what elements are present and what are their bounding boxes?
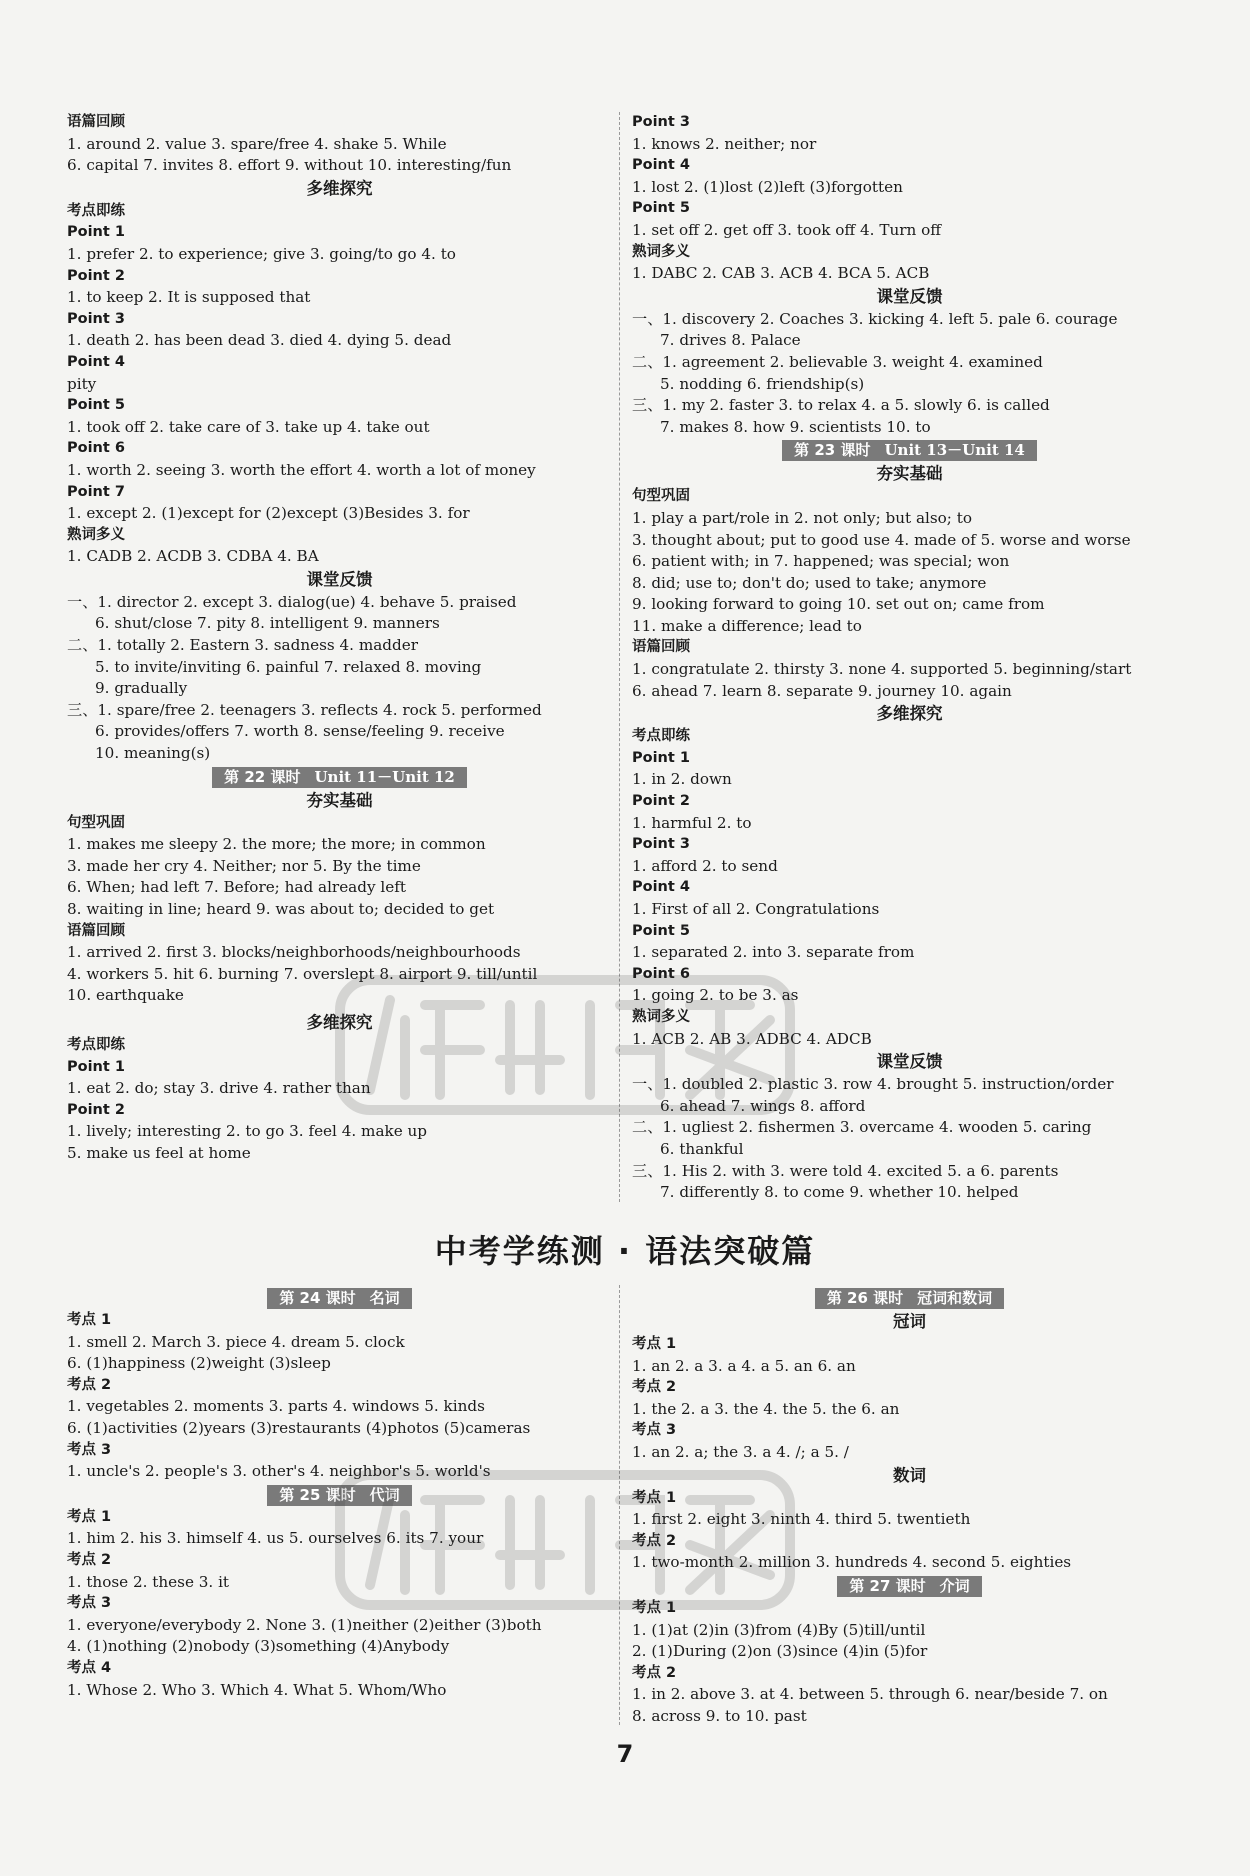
answer-line: 5. nodding 6. friendship(s) xyxy=(660,374,865,393)
answer-line: 6. (1)happiness (2)weight (3)sleep xyxy=(67,1354,331,1373)
bottom-left-column xyxy=(67,1286,612,1701)
lesson-banner-title: 第 25 课时 xyxy=(279,1485,356,1504)
point-label: Point 4 xyxy=(67,353,125,370)
answer-line: 二、1. totally 2. Eastern 3. sadness 4. madder xyxy=(67,636,418,655)
section-title: 课堂反馈 xyxy=(876,286,943,306)
section-title: 夯实基础 xyxy=(306,790,373,810)
answer-line: 11. make a difference; lead to xyxy=(632,616,862,635)
kaodian-label: 考点 2 xyxy=(632,1664,677,1681)
kaodian-label: 考点 3 xyxy=(632,1422,677,1439)
lesson-banner-title: 第 27 课时 xyxy=(849,1576,926,1595)
point-label: Point 1 xyxy=(67,1058,125,1075)
point-label: Point 5 xyxy=(632,922,690,939)
answer-line: 二、1. ugliest 2. fishermen 3. overcame 4. wooden 5. caring xyxy=(632,1118,1092,1137)
answer-line: 5. make us feel at home xyxy=(67,1143,251,1162)
answer-line: 6. shut/close 7. pity 8. intelligent 9. manners xyxy=(95,614,440,633)
kaodian-label: 考点 2 xyxy=(67,1551,112,1568)
answer-line: 3. made her cry 4. Neither; nor 5. By the time xyxy=(67,856,421,875)
answer-line: 1. in 2. above 3. at 4. between 5. through 6. near/beside 7. on xyxy=(632,1685,1108,1704)
point-label: Point 6 xyxy=(67,440,125,457)
answer-line: 1. first 2. eight 3. ninth 4. third 5. twentieth xyxy=(632,1510,971,1529)
answer-line: 1. two-month 2. million 3. hundreds 4. second 5. eighties xyxy=(632,1553,1072,1572)
answer-line: 1. lively; interesting 2. to go 3. feel 4. make up xyxy=(67,1122,428,1141)
lesson-banner xyxy=(67,1483,612,1507)
answer-line: 一、1. discovery 2. Coaches 3. kicking 4. left 5. pale 6. courage xyxy=(632,309,1118,328)
answer-line: 1. afford 2. to send xyxy=(632,856,778,875)
lesson-banner-title: 第 23 课时 xyxy=(794,441,871,460)
column-divider-top xyxy=(619,112,620,1202)
answer-line: 一、1. doubled 2. plastic 3. row 4. brought 5. instruction/order xyxy=(632,1075,1114,1094)
point-label: Point 4 xyxy=(632,157,690,174)
answer-line: 1. arrived 2. first 3. blocks/neighborhoods/neighbourhoods xyxy=(67,943,521,962)
answer-line: 6. provides/offers 7. worth 8. sense/feeling 9. receive xyxy=(95,722,505,741)
answer-line: 8. across 9. to 10. past xyxy=(632,1706,807,1725)
answer-line: 7. differently 8. to come 9. whether 10. helped xyxy=(660,1183,1019,1202)
top-left-column xyxy=(67,112,612,1165)
answer-line: 1. Whose 2. Who 3. Which 4. What 5. Whom/Who xyxy=(67,1680,447,1699)
lesson-banner-topic: 代词 xyxy=(369,1485,400,1504)
answer-line: 1. those 2. these 3. it xyxy=(67,1572,230,1591)
answer-line: 8. did; use to; don't do; used to take; anymore xyxy=(632,573,987,592)
point-label: Point 2 xyxy=(67,267,125,284)
kaodian-label: 考点 1 xyxy=(67,1508,112,1525)
answer-line: 1. harmful 2. to xyxy=(632,813,752,832)
answer-line: 1. the 2. a 3. the 4. the 5. the 6. an xyxy=(632,1399,900,1418)
answer-line: 9. looking forward to going 10. set out on; came from xyxy=(632,595,1045,614)
section-heading: 熟词多义 xyxy=(632,1008,690,1025)
answer-line: 9. gradually xyxy=(95,679,188,698)
answer-line: 10. earthquake xyxy=(67,986,184,1005)
lesson-banner xyxy=(632,438,1187,462)
section-title: 课堂反馈 xyxy=(306,569,373,589)
section-heading: 语篇回顾 xyxy=(67,922,125,939)
kaodian-label: 考点 2 xyxy=(632,1379,677,1396)
point-label: Point 3 xyxy=(632,836,690,853)
answer-line: 1. vegetables 2. moments 3. parts 4. windows 5. kinds xyxy=(67,1397,485,1416)
point-label: Point 2 xyxy=(67,1101,125,1118)
kaodian-label: 考点 2 xyxy=(632,1532,677,1549)
section-heading: 语篇回顾 xyxy=(632,639,690,656)
answer-line: 1. prefer 2. to experience; give 3. going/to go 4. to xyxy=(67,244,456,263)
answer-line: 1. uncle's 2. people's 3. other's 4. neighbor's 5. world's xyxy=(67,1462,491,1481)
section-title: 多维探究 xyxy=(876,704,943,724)
answer-line: 三、1. His 2. with 3. were told 4. excited 5. a 6. parents xyxy=(632,1161,1059,1180)
lesson-banner-title: 第 26 课时 xyxy=(826,1289,904,1307)
answer-line: 1. (1)at (2)in (3)from (4)By (5)till/until xyxy=(632,1620,926,1639)
lesson-banner-topic: 介词 xyxy=(939,1576,970,1595)
kaodian-label: 考点 1 xyxy=(67,1312,112,1328)
answer-line: 6. When; had left 7. Before; had already left xyxy=(67,878,406,897)
answer-line: 三、1. spare/free 2. teenagers 3. reflects 4. rock 5. performed xyxy=(67,700,542,719)
lesson-banner-topic: 冠词和数词 xyxy=(917,1289,993,1307)
point-label: Point 1 xyxy=(632,749,690,766)
answer-line: 1. to keep 2. It is supposed that xyxy=(67,288,311,307)
lesson-banner-units: Unit 13－Unit 14 xyxy=(884,441,1025,460)
lesson-banner xyxy=(67,1286,612,1310)
answer-line: 1. First of all 2. Congratulations xyxy=(632,900,880,918)
top-right-column xyxy=(632,112,1187,1204)
kaodian-label: 考点 3 xyxy=(67,1441,112,1458)
answer-line: 1. ACB 2. AB 3. ADBC 4. ADCB xyxy=(632,1029,872,1048)
point-label: Point 3 xyxy=(67,310,125,327)
answer-line: 7. drives 8. Palace xyxy=(660,331,801,350)
answer-line: 7. makes 8. how 9. scientists 10. to xyxy=(660,417,931,436)
answer-line: 一、1. director 2. except 3. dialog(ue) 4. behave 5. praised xyxy=(67,592,517,611)
answer-line: 5. to invite/inviting 6. painful 7. relaxed 8. moving xyxy=(95,657,482,676)
section-title: 夯实基础 xyxy=(876,464,943,484)
answer-line: 6. patient with; in 7. happened; was special; won xyxy=(632,552,1010,571)
lesson-banner xyxy=(67,765,612,789)
answer-line: 6. ahead 7. wings 8. afford xyxy=(660,1096,866,1115)
answer-line: 1. set off 2. get off 3. took off 4. Turn off xyxy=(632,220,942,239)
point-label: Point 4 xyxy=(632,879,690,896)
answer-line: 1. him 2. his 3. himself 4. us 5. ourselves 6. its 7. your xyxy=(67,1529,484,1548)
answer-line: 1. an 2. a; the 3. a 4. /; a 5. / xyxy=(632,1442,849,1461)
answer-line: 1. play a part/role in 2. not only; but also; to xyxy=(632,508,972,527)
answer-line: 1. congratulate 2. thirsty 3. none 4. supported 5. beginning/start xyxy=(632,660,1132,679)
kaodian-label: 考点 2 xyxy=(67,1376,112,1393)
point-label: Point 2 xyxy=(632,793,690,810)
answer-line: 二、1. agreement 2. believable 3. weight 4. examined xyxy=(632,352,1043,371)
section-title: 多维探究 xyxy=(306,178,373,198)
lesson-banner-topic: 名词 xyxy=(369,1289,400,1307)
section-heading: 句型巩固 xyxy=(67,814,125,831)
point-label: Point 1 xyxy=(67,224,125,241)
point-label: Point 5 xyxy=(67,397,125,414)
section-title: 冠词 xyxy=(893,1312,926,1331)
answer-line: 1. an 2. a 3. a 4. a 5. an 6. an xyxy=(632,1356,856,1375)
answer-line: 1. around 2. value 3. spare/free 4. shake 5. While xyxy=(67,134,447,153)
answer-line: 1. worth 2. seeing 3. worth the effort 4. worth a lot of money xyxy=(67,460,536,479)
answer-line: 3. thought about; put to good use 4. made of 5. worse and worse xyxy=(632,530,1131,549)
section-heading: 熟词多义 xyxy=(632,243,690,260)
kaodian-label: 考点 1 xyxy=(632,1489,677,1506)
answer-line: 1. took off 2. take care of 3. take up 4. take out xyxy=(67,417,430,436)
section-heading: 考点即练 xyxy=(67,1036,125,1053)
answer-line: pity xyxy=(67,374,97,393)
answer-line: 4. workers 5. hit 6. burning 7. overslept 8. airport 9. till/until xyxy=(67,964,538,983)
answer-line: 8. waiting in line; heard 9. was about to; decided to get xyxy=(67,900,495,918)
bottom-right-column xyxy=(632,1286,1187,1728)
point-label: Point 7 xyxy=(67,483,125,500)
answer-line: 1. eat 2. do; stay 3. drive 4. rather than xyxy=(67,1079,371,1098)
section-heading: 语篇回顾 xyxy=(67,114,125,130)
answer-line: 6. ahead 7. learn 8. separate 9. journey 10. again xyxy=(632,681,1012,700)
column-divider-bottom xyxy=(619,1285,620,1725)
answer-line: 1. death 2. has been dead 3. died 4. dying 5. dead xyxy=(67,331,452,350)
answer-line: 1. except 2. (1)except for (2)except (3)Besides 3. for xyxy=(67,504,470,523)
answer-line: 1. CADB 2. ACDB 3. CDBA 4. BA xyxy=(67,547,319,566)
answer-line: 1. everyone/everybody 2. None 3. (1)neither (2)either (3)both xyxy=(67,1615,542,1634)
point-label: Point 3 xyxy=(632,114,690,130)
section-heading: 考点即练 xyxy=(632,728,690,745)
kaodian-label: 考点 1 xyxy=(632,1599,677,1616)
answer-line: 1. DABC 2. CAB 3. ACB 4. BCA 5. ACB xyxy=(632,264,930,283)
page-number: 7 xyxy=(616,1740,634,1768)
answer-line: 1. knows 2. neither; nor xyxy=(632,134,817,153)
answer-line: 6. thankful xyxy=(660,1139,744,1158)
answer-line: 2. (1)During (2)on (3)since (4)in (5)for xyxy=(632,1642,928,1661)
answer-line: 1. separated 2. into 3. separate from xyxy=(632,943,915,962)
lesson-banner-units: Unit 11－Unit 12 xyxy=(314,767,455,786)
section-title: 课堂反馈 xyxy=(876,1052,943,1072)
kaodian-label: 考点 3 xyxy=(67,1595,112,1612)
section-main-title: 中考学练测 · 语法突破篇 xyxy=(434,1232,816,1270)
kaodian-label: 考点 1 xyxy=(632,1336,677,1352)
section-heading: 熟词多义 xyxy=(67,526,125,543)
answer-line: 1. lost 2. (1)lost (2)left (3)forgotten xyxy=(632,177,903,196)
answer-line: 1. in 2. down xyxy=(632,770,732,789)
answer-line: 1. makes me sleepy 2. the more; the more; in common xyxy=(67,835,486,854)
answer-line: 三、1. my 2. faster 3. to relax 4. a 5. slowly 6. is called xyxy=(632,396,1050,415)
answer-line: 1. going 2. to be 3. as xyxy=(632,986,799,1005)
point-label: Point 5 xyxy=(632,200,690,217)
kaodian-label: 考点 4 xyxy=(67,1659,112,1676)
answer-line: 10. meaning(s) xyxy=(95,744,211,763)
answer-line: 6. (1)activities (2)years (3)restaurants (4)photos (5)cameras xyxy=(67,1418,531,1437)
section-heading: 考点即练 xyxy=(67,202,125,219)
lesson-banner-title: 第 22 课时 xyxy=(224,767,301,786)
answer-line: 4. (1)nothing (2)nobody (3)something (4)Anybody xyxy=(67,1637,450,1656)
section-title: 数词 xyxy=(893,1465,926,1485)
point-label: Point 6 xyxy=(632,965,690,982)
section-heading: 句型巩固 xyxy=(632,488,690,505)
lesson-banner xyxy=(632,1574,1187,1598)
lesson-banner xyxy=(632,1286,1187,1310)
answer-line: 6. capital 7. invites 8. effort 9. without 10. interesting/fun xyxy=(67,156,512,175)
answer-line: 1. smell 2. March 3. piece 4. dream 5. clock xyxy=(67,1332,405,1351)
lesson-banner-title: 第 24 课时 xyxy=(279,1289,356,1307)
section-title: 多维探究 xyxy=(306,1012,373,1032)
